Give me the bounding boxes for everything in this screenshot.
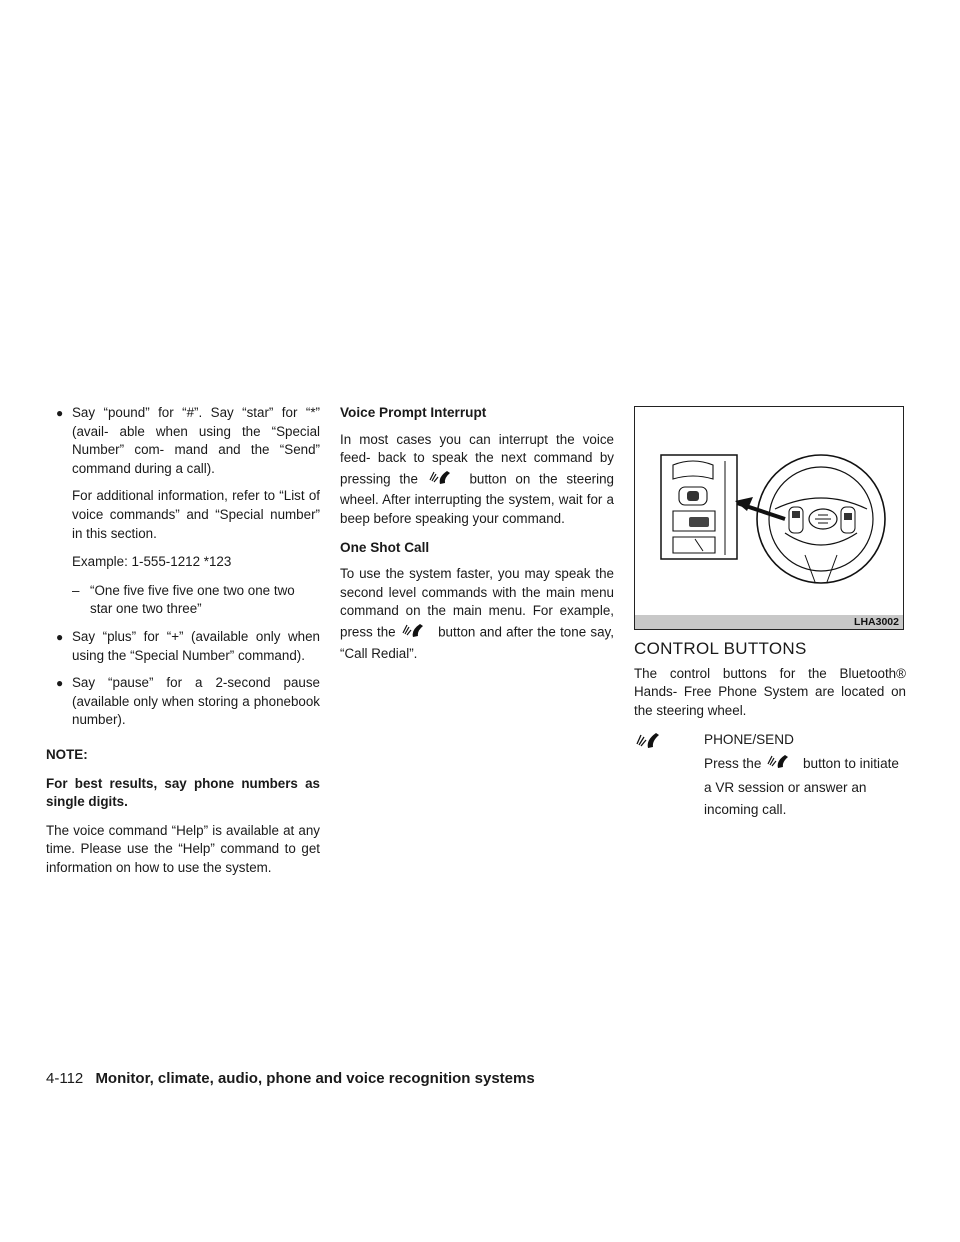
one-shot-paragraph <box>340 565 614 663</box>
bullet-text: Say “plus” for “+” (available only when using the “Special Number” command). <box>72 628 320 663</box>
bullet-text: Say “pause” for a 2-second pause (available only when storing a phonebook number). <box>72 675 320 728</box>
bullet-dot: ● <box>56 629 64 644</box>
dash-mark: – <box>72 582 80 598</box>
control-desc-text: Press the <box>704 756 762 772</box>
phone-send-icon <box>427 468 461 492</box>
help-paragraph: The voice command “Help” is available at any time. Please use the “Help” command to get information on how to use the system. <box>46 822 320 875</box>
steering-wheel-illustration <box>635 407 902 615</box>
phone-send-icon <box>634 730 670 756</box>
page-number: 4-112 <box>46 1070 84 1087</box>
control-name: PHONE/SEND <box>704 732 794 748</box>
control-desc-text: button to initiate a VR session or answer an incoming call. <box>704 756 899 818</box>
bullet-item <box>46 404 320 478</box>
paragraph-text: button and after the tone say, “Call Redial”. <box>340 624 614 661</box>
bullet-dot: ● <box>56 406 64 420</box>
note-body: For best results, say phone numbers as single digits. <box>46 775 320 810</box>
heading-one-shot-call: One Shot Call <box>340 539 430 555</box>
spoken-text: “One five five five one two one two star one two three” <box>90 582 295 617</box>
voice-prompt-paragraph <box>340 431 614 529</box>
control-buttons-intro: The control buttons for the Bluetooth® Hands- Free Phone System are located on the steering wheel. <box>634 665 906 718</box>
page-footer <box>46 1070 535 1087</box>
phone-send-icon <box>765 752 799 777</box>
steering-wheel-figure <box>634 406 904 630</box>
column-left <box>46 404 320 887</box>
info-text: For additional information, refer to “List of voice commands” and “Special number” in this section. <box>72 488 320 541</box>
bullet-text: Say “pound” for “#”. Say “star” for “*” (avail- able when using the “Special Number” com- mand and the “Send” command during a call). <box>72 405 320 476</box>
paragraph-text: To use the system faster, you may speak the second level commands with the main menu command on the main menu. For example, press the <box>340 566 614 640</box>
chapter-title: Monitor, climate, audio, phone and voice recognition systems <box>95 1070 535 1087</box>
heading-voice-prompt-interrupt: Voice Prompt Interrupt <box>340 405 487 420</box>
bullet-dot: ● <box>56 676 64 691</box>
bullet-item <box>46 674 320 730</box>
note-heading: NOTE: <box>46 746 88 762</box>
example-text: Example: 1-555-1212 *123 <box>72 554 232 570</box>
figure-label: LHA3002 <box>635 615 903 629</box>
paragraph-text: In most cases you can interrupt the voice feed- back to speak the next command by pressing the <box>340 431 614 487</box>
paragraph-text: button on the steering wheel. After interrupting the system, wait for a beep before speaking your command. <box>340 471 614 526</box>
bullet-item <box>46 628 320 665</box>
spoken-example <box>46 582 320 619</box>
column-right <box>634 406 906 821</box>
section-title: CONTROL BUTTONS <box>634 639 807 658</box>
column-middle <box>340 404 614 673</box>
phone-send-icon <box>400 621 434 645</box>
control-entry-phone-send <box>634 730 906 821</box>
control-description <box>704 752 906 821</box>
